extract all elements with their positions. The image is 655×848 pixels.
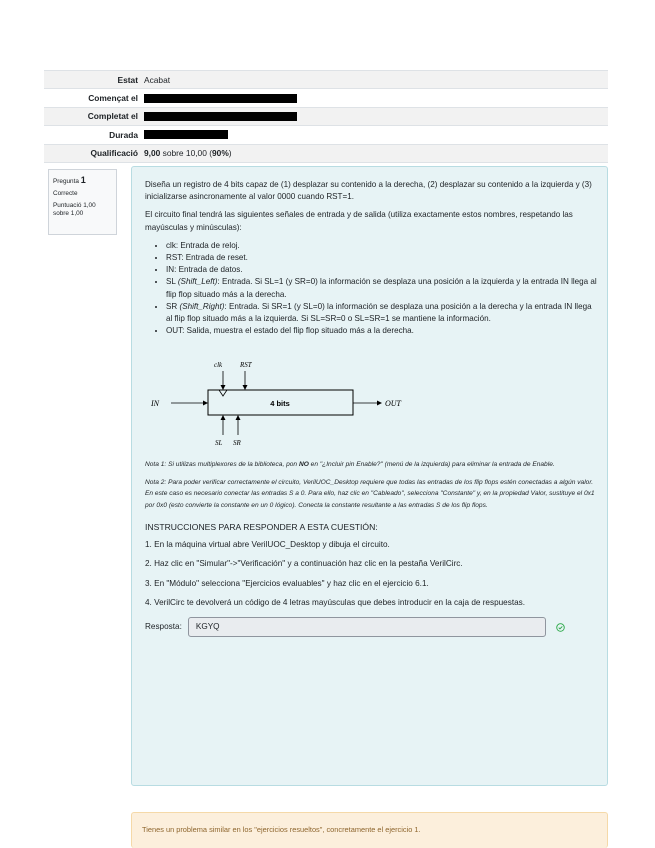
- signal-sl: • SL (Shift_Left): Entrada. Si SL=1 (y SR=0) la información se desplaza una posición a la izquierda y la entrada IN llega al flip flop situado más a la derecha.: [166, 276, 597, 300]
- note-2: Nota 2: Para poder verificar correctamente el circuito, VerilUOC_Desktop requiere que todas las entradas de los flip flops estén conectadas a algún valor. En este caso es necesario conectar las entradas S a 0. Para ello, haz clic en "Cableado", selecciona "Constante" y, en la propiedad Valor, sustituye el 0x1 por 0x0 (esto convierte la constante en un 0 lógico). Conecta la constante resultante a las entradas S de los flip flops.: [145, 478, 595, 509]
- summary-label: Estat: [117, 74, 138, 85]
- signals-intro: El circuito final tendrá las siguientes señales de entrada y de salida (utiliza exactamente estos nombres, respetando las mayúsculas y minúsculas):: [145, 210, 573, 232]
- grade-percent: 90%: [212, 148, 229, 159]
- signal-in: • IN: Entrada de datos.: [166, 264, 597, 276]
- signal-out: • OUT: Salida, muestra el estado del flip flop situado más a la derecha.: [166, 325, 597, 337]
- general-feedback: Tienes un problema similar en los "ejercicios resueltos", concretamente el ejercicio 1.: [131, 812, 608, 848]
- note-1: Nota 1: Si utilizas multiplexores de la biblioteca, pon NO en "¿Incluir pin Enable?" (menú de la izquierda) para eliminar la entrada de Enable.: [145, 461, 555, 469]
- summary-row-completed: [44, 108, 608, 126]
- question-info: [48, 169, 117, 235]
- attempt-summary: [44, 70, 608, 163]
- answer-row: [145, 617, 597, 637]
- summary-row-state: [44, 71, 608, 89]
- instruction-item: 1. En la máquina virtual abre VerilUOC_Desktop y dibuja el circuito.: [145, 540, 390, 550]
- signal-rst: • RST: Entrada de reset.: [166, 252, 597, 264]
- summary-row-duration: [44, 126, 608, 144]
- signal-clk: • clk: Entrada de reloj.: [166, 240, 597, 252]
- grade-end: ): [228, 148, 232, 159]
- summary-label: Durada: [109, 129, 138, 140]
- signal-sr: • SR (Shift_Right): Entrada. Si SR=1 (y SL=0) la información se desplaza una posición a la derecha y la entrada IN llega al flip flop situado más a la izquierda. Si SL=SR=0 o SL=SR=1 se mantiene la información.: [166, 301, 597, 325]
- summary-row-started: [44, 89, 608, 107]
- question-intro: Diseña un registro de 4 bits capaz de (1) desplazar su contenido a la derecha, (2) desplazar su contenido a la izquierda y (3) inicializarse asincronamente al valor 0000 cuando RST=1.: [145, 180, 592, 202]
- diagram-rst-label: RST: [240, 361, 252, 370]
- diagram-in-label: IN: [151, 399, 159, 409]
- summary-label: Qualificació: [90, 148, 138, 159]
- instructions-list: [145, 539, 597, 609]
- diagram-block-label: 4 bits: [270, 399, 290, 409]
- instruction-item: 4. VerilCirc te devolverá un código de 4 letras mayúsculas que debes introducir en la caja de respuestas.: [145, 597, 526, 607]
- summary-row-grade: [44, 145, 608, 163]
- summary-label: Completat el: [87, 111, 138, 122]
- answer-label: Resposta:: [145, 621, 182, 631]
- question-points: Puntuació 1,00 sobre 1,00: [53, 202, 96, 217]
- answer-input[interactable]: KGYQ: [188, 617, 546, 637]
- grade-mid: sobre 10,00 (: [160, 148, 212, 159]
- instruction-item: 3. En "Módulo" selecciona "Ejercicios evaluables" y haz clic en el ejercicio 6.1.: [145, 578, 429, 588]
- diagram-clk-label: clk: [214, 361, 223, 370]
- diagram-sl-label: SL: [215, 439, 223, 448]
- register-diagram: [145, 355, 405, 447]
- instruction-item: 2. Haz clic en "Simular"->"Verificación" y a continuación haz clic en la pestaña VerilCirc.: [145, 559, 463, 569]
- instructions-title: INSTRUCCIONES PARA RESPONDER A ESTA CUESTIÓN:: [145, 522, 378, 533]
- summary-label: Començat el: [88, 93, 138, 104]
- question-content: [131, 166, 608, 786]
- diagram-sr-label: SR: [233, 439, 241, 448]
- question-number: Pregunta 1: [53, 175, 86, 185]
- question-status: Correcte: [53, 190, 78, 197]
- redacted-block: [144, 130, 228, 139]
- redacted-block: [144, 94, 297, 103]
- summary-value: Acabat: [144, 74, 171, 85]
- diagram-out-label: OUT: [385, 399, 402, 409]
- correct-check-icon: [556, 622, 566, 632]
- redacted-block: [144, 112, 297, 121]
- signals-list: [145, 240, 597, 338]
- grade-score: 9,00: [144, 148, 161, 159]
- register-diagram-svg: [145, 355, 405, 447]
